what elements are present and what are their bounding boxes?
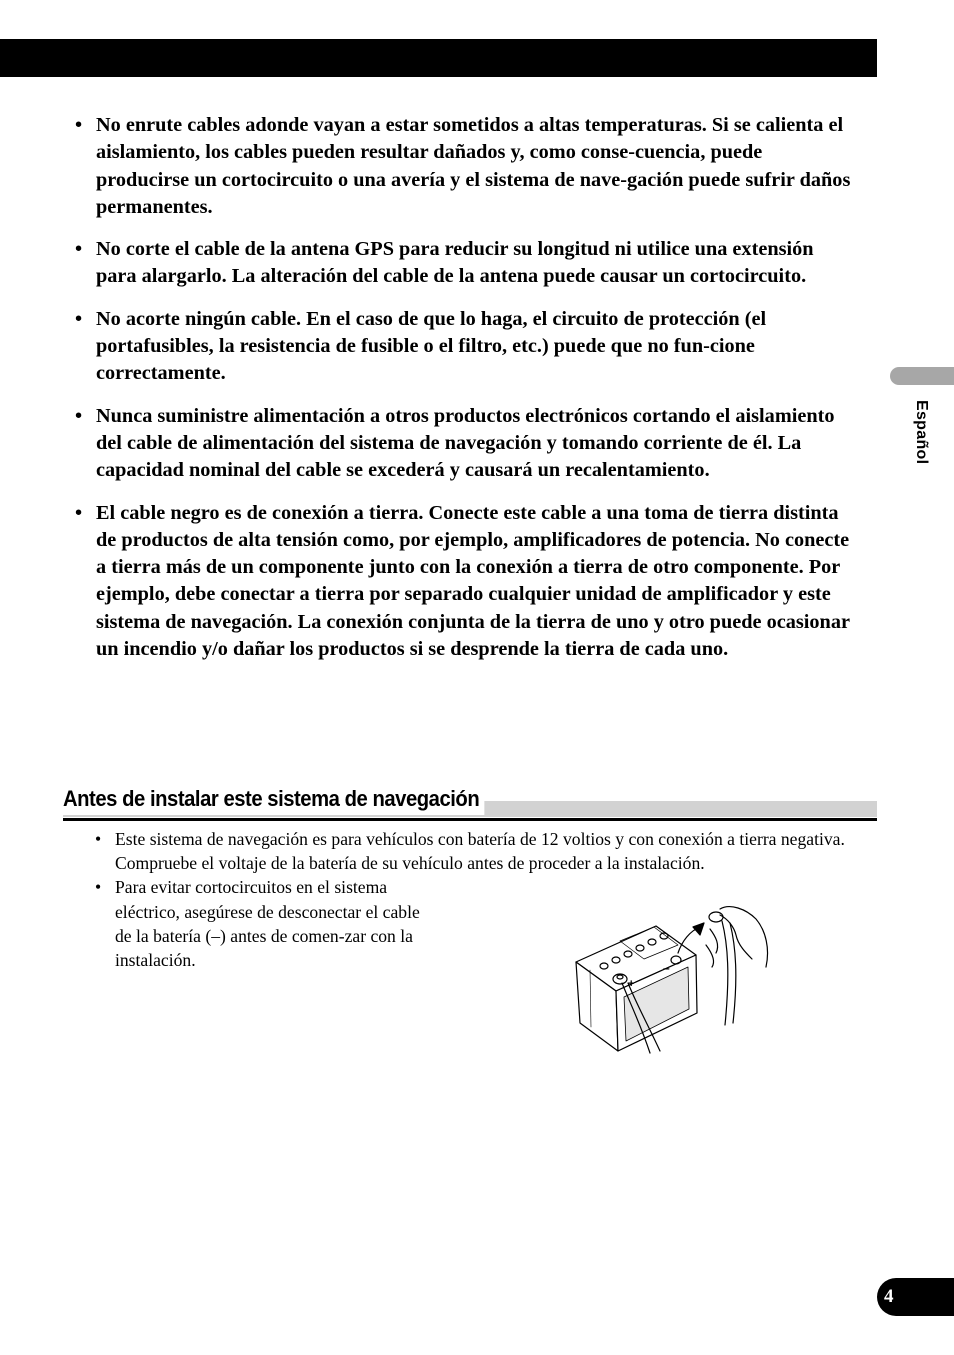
warning-item	[74, 500, 859, 664]
bullet: •	[95, 877, 102, 898]
minus-sign: –	[663, 961, 670, 975]
warning-item	[74, 112, 859, 221]
warning-text: No corte el cable de la antena GPS para reducir su longitud ni utilice una extensión para alargarlo. La alteración del cable de la antena puede causar un cortocircuito.	[96, 238, 814, 288]
section-heading	[63, 783, 877, 821]
language-tab-marker	[890, 367, 954, 385]
language-label: Español	[913, 400, 930, 465]
note-item	[94, 827, 854, 875]
warning-list	[74, 112, 859, 678]
bullet: •	[75, 238, 83, 261]
warning-item	[74, 236, 859, 291]
warning-text: Nunca suministre alimentación a otros productos electrónicos cortando el aislamiento del cable de alimentación del sistema de navegación y tomando corriente de él. La capacidad nominal del cable se excederá y causará un recalentamiento.	[96, 404, 835, 482]
battery-disconnect-illustration	[570, 905, 780, 1057]
note-text: Este sistema de navegación es para vehículos con batería de 12 voltios y con conexión a tierra negativa. Compruebe el voltaje de la batería de su vehículo antes de proceder a la instalación.	[115, 829, 845, 874]
note-text: Para evitar cortocircuitos en el sistema eléctrico, asegúrese de desconectar el cable de la batería (–) antes de comen-zar con la instalación.	[115, 877, 420, 971]
warning-item	[74, 403, 859, 485]
page-number: 4	[877, 1278, 954, 1316]
bullet: •	[75, 501, 83, 524]
warning-item	[74, 306, 859, 388]
bullet: •	[75, 307, 83, 330]
plus-sign: +	[628, 978, 635, 990]
bullet: •	[95, 829, 102, 849]
note-item	[94, 875, 435, 972]
bullet: •	[75, 114, 83, 136]
warning-text: No enrute cables adonde vayan a estar sometidos a altas temperaturas. Si se calienta el aislamiento, los cables pueden resultar dañados y, como conse-cuencia, puede producirse un cortocircuito o una avería y el sistema de nave-gación puede sufrir daños permanentes.	[96, 114, 851, 218]
warning-text: No acorte ningún cable. En el caso de que lo haga, el circuito de protección (el portafusibles, la resistencia de fusible o el filtro, etc.) puede que no fun-cione correctamente.	[96, 307, 767, 385]
warning-text: El cable negro es de conexión a tierra. Conecte este cable a una toma de tierra distinta de productos de alta tensión como, por ejemplo, amplificadores de potencia. No conecte a tierra más de un componente junto con la conexión a tierra de otro componente. Por ejemplo, debe conectar a tierra por separado cualquier unidad de amplificador y este sistema de navegación. La conexión conjunta de la tierra de uno y otro puede ocasionar un incendio y/o dañar los productos si se desprende la tierra de cada uno.	[96, 501, 850, 661]
heading-rule	[63, 818, 877, 821]
header-bar	[0, 39, 877, 77]
bullet: •	[75, 404, 83, 427]
section-title: Antes de instalar este sistema de navegación	[63, 783, 485, 815]
